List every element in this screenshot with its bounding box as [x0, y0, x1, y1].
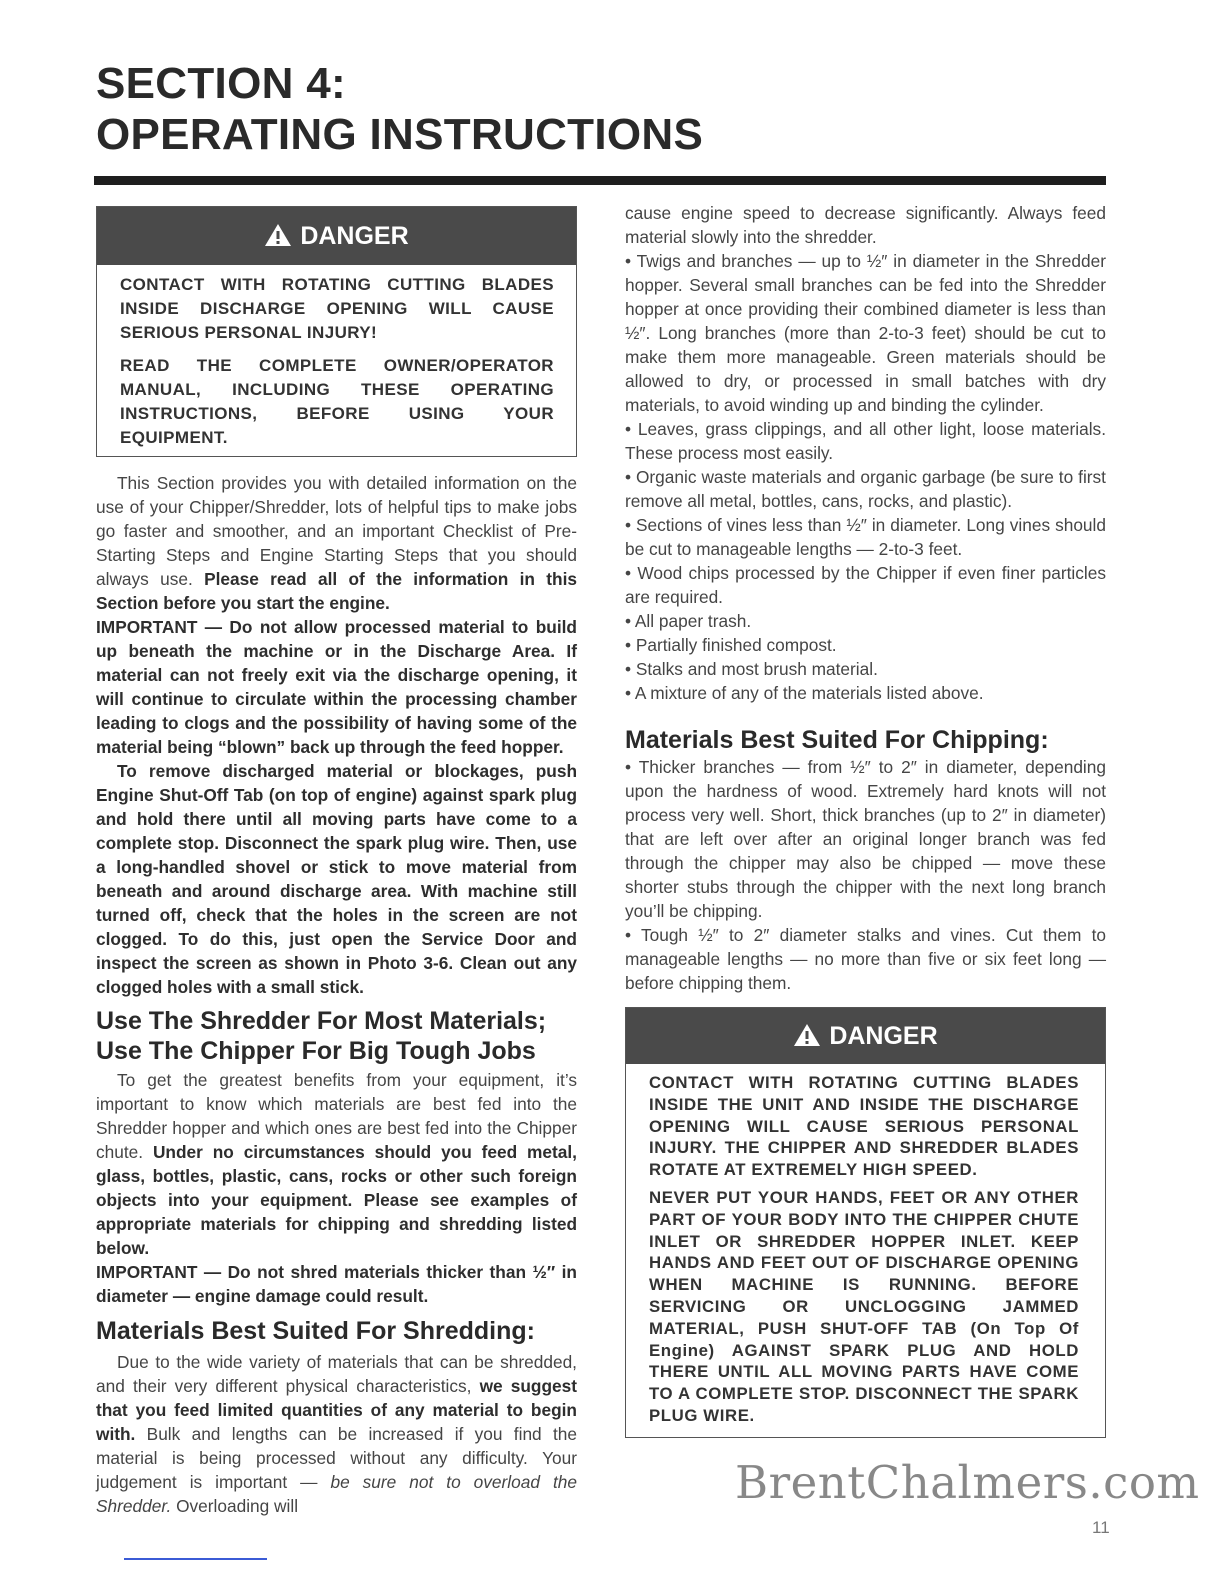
list-item: • All paper trash. — [625, 611, 752, 631]
right-column — [625, 201, 1106, 1452]
warning-triangle-icon — [793, 1023, 821, 1047]
danger-body-1 — [97, 265, 576, 456]
danger-2-paragraph-2: NEVER PUT YOUR HANDS, FEET OR ANY OTHER PART OF YOUR BODY INTO THE CHIPPER CHUTE INLET OR SHREDDER HOPPER INLET. KEEP HANDS AND FEET OUT OF DISCHARGE OPENING WHEN MACHINE IS RUNNING. BEFORE SERVICING OR UNCLOGGING JAMMED MATERIAL, PUSH SHUT-OFF TAB (On Top Of Engine) AGAINST SPARK PLUG AND HOLD THERE UNTIL ALL MOVING PARTS HAVE COME TO A COMPLETE STOP. DISCONNECT THE SPARK PLUG WIRE. — [649, 1187, 1079, 1425]
watermark: BrentChalmers.com — [735, 1456, 1200, 1509]
danger-header-1 — [97, 207, 576, 265]
list-item: • Leaves, grass clippings, and all other light, loose materials. These process most easily. — [625, 419, 1106, 463]
list-item: • Thicker branches — from ½″ to 2″ in diameter, depending upon the hardness of wood. Extremely hard knots will not process very well. Short, thick branches (up to 2″ in diameter) that are left over after an original longer branch was fed through the chipper may also be chipped — move these shorter stubs through the chipper with the next long branch you’ll be chipping. — [625, 757, 1106, 921]
important-note-1: IMPORTANT — Do not allow processed material to build up beneath the machine or in the Discharge Area. If material can not freely exit via the discharge opening, it will continue to circulate within the processing chamber leading to clogs and the possibility of having some of the material being “blown” back up through the feed hopper. — [96, 617, 577, 757]
footer-link-underline[interactable] — [124, 1558, 267, 1560]
danger-body-2 — [626, 1064, 1105, 1437]
heading-shredder-chipper — [96, 1006, 577, 1066]
list-item: • Sections of vines less than ½″ in diameter. Long vines should be cut to manageable lengths — 2-to-3 feet. — [625, 515, 1106, 559]
title-line-2: OPERATING INSTRUCTIONS — [96, 110, 704, 159]
list-item: • Partially finished compost. — [625, 635, 837, 655]
warning-triangle-icon — [264, 223, 292, 247]
list-item: • A mixture of any of the materials listed above. — [625, 683, 984, 703]
shred-text-a: Due to the wide variety of materials that can be shredded, and their very different physical characteristics, — [96, 1352, 577, 1396]
intro-paragraph — [96, 471, 577, 615]
heading-line-1: Use The Shredder For Most Materials; — [96, 1007, 547, 1035]
title-line-1: SECTION 4: — [96, 59, 346, 108]
danger-box-2 — [625, 1007, 1106, 1438]
remove-blockage-paragraph: To remove discharged material or blockages, push Engine Shut-Off Tab (on top of engine) against spark plug and hold there until all moving parts have come to a complete stop. Disconnect the spark plug wire. Then, use a long-handled shovel or stick to move material from beneath and around discharge area. With machine still turned off, check that the holes in the screen are not clogged. To do this, just open the Service Door and inspect the screen as shown in Photo 3-6. Clean out any clogged holes with a small stick. — [96, 761, 577, 997]
heading-chipping: Materials Best Suited For Chipping: — [625, 726, 1049, 754]
shred-text-e: Overloading will — [171, 1496, 299, 1516]
benefits-text: To get the greatest benefits from your equipment, it’s important to know which materials are best fed into the Shredder hopper and which ones are best fed into the Chipper chute. — [96, 1070, 577, 1162]
shred-text-c: Bulk and lengths can be increased if you find the material is being processed without any difficulty. Your judgement is important — — [96, 1424, 577, 1492]
shred-text-b: we suggest that you feed limited quantities of any material to begin with. — [96, 1376, 577, 1444]
shred-text-d: be sure not to overload the Shredder. — [96, 1472, 577, 1516]
shredding-paragraph — [96, 1350, 577, 1518]
list-item: • Tough ½″ to 2″ diameter stalks and vines. Cut them to manageable lengths — no more than five or six feet long — before chipping them. — [625, 925, 1106, 993]
left-column — [96, 200, 577, 1518]
benefits-bold-text: Under no circumstances should you feed metal, glass, bottles, plastic, cans, rocks or other such foreign objects into your equipment. Please see examples of appropriate materials for chipping and shredding listed below. — [96, 1142, 577, 1258]
danger-header-2 — [626, 1008, 1105, 1064]
danger-1-paragraph-2: READ THE COMPLETE OWNER/OPERATOR MANUAL, INCLUDING THESE OPERATING INSTRUCTIONS, BEFORE USING YOUR EQUIPMENT. — [120, 356, 554, 447]
important-note-2: IMPORTANT — Do not shred materials thicker than ½″ in diameter — engine damage could result. — [96, 1262, 577, 1306]
continued-paragraph: cause engine speed to decrease significantly. Always feed material slowly into the shredder. — [625, 203, 1106, 247]
benefits-paragraph — [96, 1068, 577, 1260]
list-item: • Organic waste materials and organic garbage (be sure to first remove all metal, bottles, cans, rocks, and plastic). — [625, 467, 1106, 511]
danger-heading-2: DANGER — [829, 1022, 938, 1050]
list-item: • Twigs and branches — up to ½″ in diameter in the Shredder hopper. Several small branches can be fed into the Shredder hopper at once providing their combined diameter is less than ½″. Long branches (more than 2-to-3 feet) should be cut to make them more manageable. Green materials should be allowed to dry, or processed in small batches with dry materials, to avoid winding up and binding the cylinder. — [625, 251, 1106, 415]
list-item: • Wood chips processed by the Chipper if even finer particles are required. — [625, 563, 1106, 607]
heading-shredding: Materials Best Suited For Shredding: — [96, 1317, 535, 1345]
intro-bold-text: Please read all of the information in this Section before you start the engine. — [96, 569, 578, 613]
intro-text: This Section provides you with detailed information on the use of your Chipper/Shredder, lots of helpful tips to make jobs go faster and smoother, and an important Checklist of Pre-Starting Steps and Engine Starting Steps that you should always use. — [96, 473, 577, 589]
danger-1-paragraph-1: CONTACT WITH ROTATING CUTTING BLADES INSIDE DISCHARGE OPENING WILL CAUSE SERIOUS PERSONAL INJURY! — [120, 275, 554, 342]
danger-heading-1: DANGER — [300, 222, 409, 250]
list-item: • Stalks and most brush material. — [625, 659, 878, 679]
page-number: 11 — [1092, 1518, 1110, 1537]
title-rule — [94, 176, 1106, 185]
danger-2-paragraph-1: CONTACT WITH ROTATING CUTTING BLADES INSIDE THE UNIT AND INSIDE THE DISCHARGE OPENING WILL CAUSE SERIOUS PERSONAL INJURY. THE CHIPPER AND SHREDDER BLADES ROTATE AT EXTREMELY HIGH SPEED. — [649, 1073, 1079, 1180]
page-title — [96, 58, 703, 160]
danger-box-1 — [96, 206, 577, 457]
heading-line-2: Use The Chipper For Big Tough Jobs — [96, 1037, 536, 1065]
